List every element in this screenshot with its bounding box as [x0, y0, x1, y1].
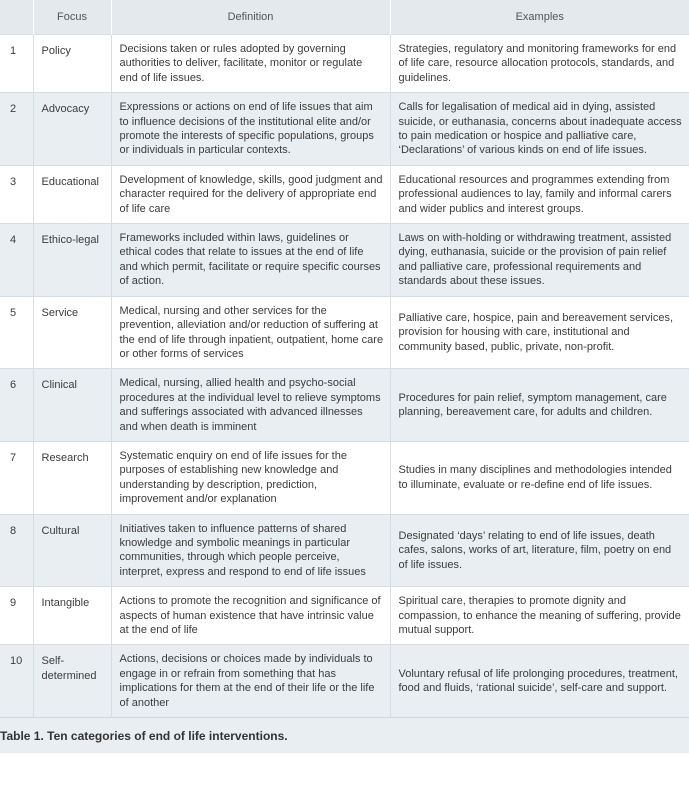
row-focus: Self-determined — [33, 645, 111, 717]
row-number: 3 — [0, 165, 33, 223]
row-definition: Development of knowledge, skills, good judgment and character required for the delivery of appropriate end of life care — [111, 165, 390, 223]
row-number: 10 — [0, 645, 33, 717]
table-row — [0, 645, 689, 717]
row-examples: Spiritual care, therapies to promote dignity and compassion, to enhance the meaning of suffering, provide mutual support. — [390, 587, 689, 645]
row-examples: Procedures for pain relief, symptom management, care planning, bereavement care, for adults and children. — [390, 369, 689, 442]
row-definition: Frameworks included within laws, guidelines or ethical codes that relate to issues at the end of life and which permit, facilitate or require specific courses of action. — [111, 224, 390, 297]
row-definition: Initiatives taken to influence patterns of shared knowledge and symbolic meanings in particular communities, through which people perceive, interpret, express and respond to end of life issues — [111, 514, 390, 587]
row-examples: Palliative care, hospice, pain and bereavement services, provision for housing with care, institutional and community based, public, private, non-profit. — [390, 296, 689, 369]
row-focus: Cultural — [33, 514, 111, 587]
header-focus: Focus — [33, 0, 111, 35]
table-caption: Table 1. Ten categories of end of life interventions. — [0, 717, 689, 753]
table-row — [0, 224, 689, 297]
row-examples: Educational resources and programmes extending from professional audiences to lay, family and informal carers and wider publics and interest groups. — [390, 165, 689, 223]
row-definition: Systematic enquiry on end of life issues for the purposes of establishing new knowledge and understanding by description, prediction, improvement and/or explanation — [111, 441, 390, 514]
row-focus: Research — [33, 441, 111, 514]
row-focus: Educational — [33, 165, 111, 223]
row-focus: Ethico-legal — [33, 224, 111, 297]
row-definition: Expressions or actions on end of life issues that aim to influence decisions of the institutional elite and/or promote the interests of specific populations, groups or individuals in particular contexts. — [111, 93, 390, 166]
table-row — [0, 514, 689, 587]
row-definition: Actions, decisions or choices made by individuals to engage in or refrain from something that has implications for them at the end of their life or the life of another — [111, 645, 390, 717]
row-number: 5 — [0, 296, 33, 369]
header-number — [0, 0, 33, 35]
row-examples: Studies in many disciplines and methodologies intended to illuminate, evaluate or re-define end of life issues. — [390, 441, 689, 514]
header-definition: Definition — [111, 0, 390, 35]
row-number: 4 — [0, 224, 33, 297]
row-definition: Actions to promote the recognition and significance of aspects of human existence that have intrinsic value at the end of life — [111, 587, 390, 645]
row-number: 1 — [0, 35, 33, 93]
table-row — [0, 165, 689, 223]
row-focus: Clinical — [33, 369, 111, 442]
row-examples: Laws on with-holding or withdrawing treatment, assisted dying, euthanasia, suicide or the provision of pain relief and palliative care, professional requirements and standards about these issues. — [390, 224, 689, 297]
row-number: 7 — [0, 441, 33, 514]
row-focus: Intangible — [33, 587, 111, 645]
table-row — [0, 369, 689, 442]
row-definition: Medical, nursing and other services for the prevention, alleviation and/or reduction of suffering at the end of life through inpatient, outpatient, home care or other forms of services — [111, 296, 390, 369]
row-examples: Calls for legalisation of medical aid in dying, assisted suicide, or euthanasia, concerns about inadequate access to pain medication or hospice and palliative care, ‘Declarations’ of various kinds on end of life issues. — [390, 93, 689, 166]
row-number: 2 — [0, 93, 33, 166]
row-definition: Decisions taken or rules adopted by governing authorities to deliver, facilitate, monitor or regulate end of life issues. — [111, 35, 390, 93]
table-row — [0, 93, 689, 166]
row-focus: Advocacy — [33, 93, 111, 166]
table-header-row — [0, 0, 689, 35]
header-examples: Examples — [390, 0, 689, 35]
table-row — [0, 587, 689, 645]
row-focus: Service — [33, 296, 111, 369]
row-examples: Designated ‘days’ relating to end of life issues, death cafes, salons, works of art, literature, film, poetry on end of life issues. — [390, 514, 689, 587]
row-number: 9 — [0, 587, 33, 645]
row-number: 8 — [0, 514, 33, 587]
row-number: 6 — [0, 369, 33, 442]
table-row — [0, 35, 689, 93]
row-definition: Medical, nursing, allied health and psycho-social procedures at the individual level to relieve symptoms and sufferings associated with advanced illnesses and when death is imminent — [111, 369, 390, 442]
table-row — [0, 441, 689, 514]
table-row — [0, 296, 689, 369]
row-examples: Strategies, regulatory and monitoring frameworks for end of life care, resource allocation protocols, standards, and guidelines. — [390, 35, 689, 93]
row-examples: Voluntary refusal of life prolonging procedures, treatment, food and fluids, ‘rational suicide’, self-care and support. — [390, 645, 689, 717]
row-focus: Policy — [33, 35, 111, 93]
